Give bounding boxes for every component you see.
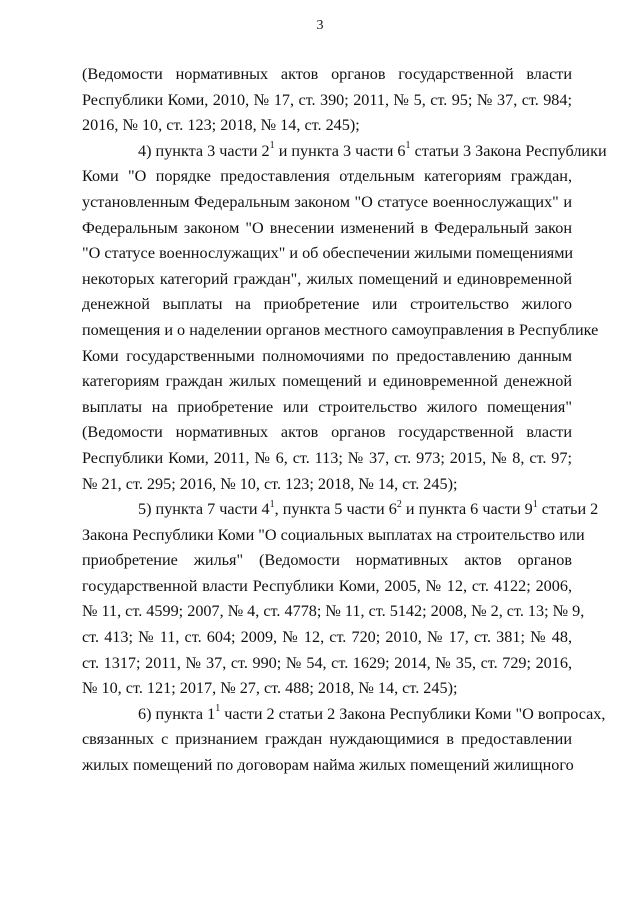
text-segment: № 10, ст. 121; 2017, № 27, ст. 488; 2018, № 14, ст. 245); (82, 679, 458, 698)
document-body (82, 62, 607, 779)
text-segment: категориям граждан жилых помещений и единовременной денежной (82, 372, 572, 391)
superscript: 1 (532, 498, 538, 510)
text-segment: (Ведомости нормативных актов органов государственной власти (82, 65, 572, 83)
text-line (82, 113, 572, 139)
text-line (82, 369, 572, 395)
text-line (82, 625, 572, 651)
text-line (82, 676, 572, 702)
text-segment: статьи 3 Закона Республики (410, 141, 607, 160)
page-number: 3 (316, 18, 324, 33)
text-segment: 2016, № 10, ст. 123; 2018, № 14, ст. 245); (82, 116, 360, 135)
text-segment: "О статусе военнослужащих" и об обеспечении жилыми помещениями (82, 244, 574, 263)
text-line (82, 599, 585, 625)
text-segment: № 11, ст. 4599; 2007, № 4, ст. 4778; № 11, ст. 5142; 2008, № 2, ст. 13; № 9, (82, 602, 585, 621)
text-segment: 4) пункта 3 части 2 (138, 141, 270, 160)
text-line (82, 651, 572, 677)
text-segment: Республики Коми, 2010, № 17, ст. 390; 2011, № 5, ст. 95; № 37, ст. 984; (82, 90, 572, 109)
text-line (82, 523, 585, 549)
text-line (82, 420, 572, 446)
text-line (82, 344, 572, 370)
superscript: 1 (405, 140, 411, 152)
text-segment: части 2 статьи 2 Закона Республики Коми "О вопросах, (220, 704, 606, 723)
text-segment: Федеральным законом "О внесении изменений в Федеральный закон (82, 218, 572, 237)
text-line (82, 62, 572, 88)
text-line (82, 702, 606, 728)
text-segment: статьи 2 (537, 500, 599, 519)
text-segment: Коми "О порядке предоставления отдельным категориям граждан, (82, 167, 572, 186)
text-segment: Республики Коми, 2011, № 6, ст. 113; № 37, ст. 973; 2015, № 8, ст. 97; (82, 448, 572, 467)
text-line (82, 574, 572, 600)
text-line (82, 727, 572, 753)
text-segment: Закона Республики Коми "О социальных выплатах на строительство или (82, 525, 585, 544)
text-line (82, 88, 572, 114)
text-segment: № 21, ст. 295; 2016, № 10, ст. 123; 2018, № 14, ст. 245); (82, 474, 458, 493)
text-segment: Коми государственными полномочиями по предоставлению данным (82, 346, 572, 365)
superscript: 1 (215, 703, 221, 715)
text-line (82, 318, 599, 344)
text-segment: , пункта 5 части 6 (274, 500, 397, 519)
text-line (82, 139, 607, 165)
text-segment: приобретение жилья" (Ведомости нормативных актов органов (82, 551, 572, 570)
text-segment: 5) пункта 7 части 4 (138, 500, 270, 519)
text-segment: жилых помещений по договорам найма жилых помещений жилищного (82, 756, 574, 775)
text-segment: помещения и о наделении органов местного самоуправления в Республике (82, 320, 599, 339)
superscript: 1 (269, 498, 275, 510)
text-segment: 6) пункта 1 (138, 704, 216, 723)
text-segment: выплаты на приобретение или строительство жилого помещения" (82, 397, 572, 416)
text-line (82, 497, 599, 523)
text-segment: (Ведомости нормативных актов органов государственной власти (82, 423, 572, 442)
text-segment: связанных с признанием граждан нуждающимися в предоставлении (82, 730, 572, 749)
text-line (82, 216, 572, 242)
text-line (82, 472, 572, 498)
superscript: 2 (396, 498, 402, 510)
text-segment: и пункта 3 части 6 (274, 141, 406, 160)
text-segment: некоторых категорий граждан", жилых помещений и единовременной (82, 269, 572, 288)
text-line (82, 190, 572, 216)
text-segment: и пункта 6 части 9 (401, 500, 533, 519)
text-line (82, 548, 572, 574)
superscript: 1 (269, 140, 275, 152)
text-segment: ст. 1317; 2011, № 37, ст. 990; № 54, ст. 1629; 2014, № 35, ст. 729; 2016, (82, 653, 572, 672)
text-segment: ст. 413; № 11, ст. 604; 2009, № 12, ст. 720; 2010, № 17, ст. 381; № 48, (82, 628, 572, 647)
text-segment: денежной выплаты на приобретение или строительство жилого (82, 295, 572, 314)
text-segment: государственной власти Республики Коми, 2005, № 12, ст. 4122; 2006, (82, 576, 572, 595)
text-line (82, 292, 572, 318)
text-line (82, 241, 572, 267)
text-line (82, 395, 572, 421)
text-segment: установленным Федеральным законом "О статусе военнослужащих" и (82, 192, 572, 211)
text-line (82, 164, 572, 190)
text-line (82, 446, 572, 472)
text-line (82, 267, 572, 293)
text-line (82, 753, 572, 779)
